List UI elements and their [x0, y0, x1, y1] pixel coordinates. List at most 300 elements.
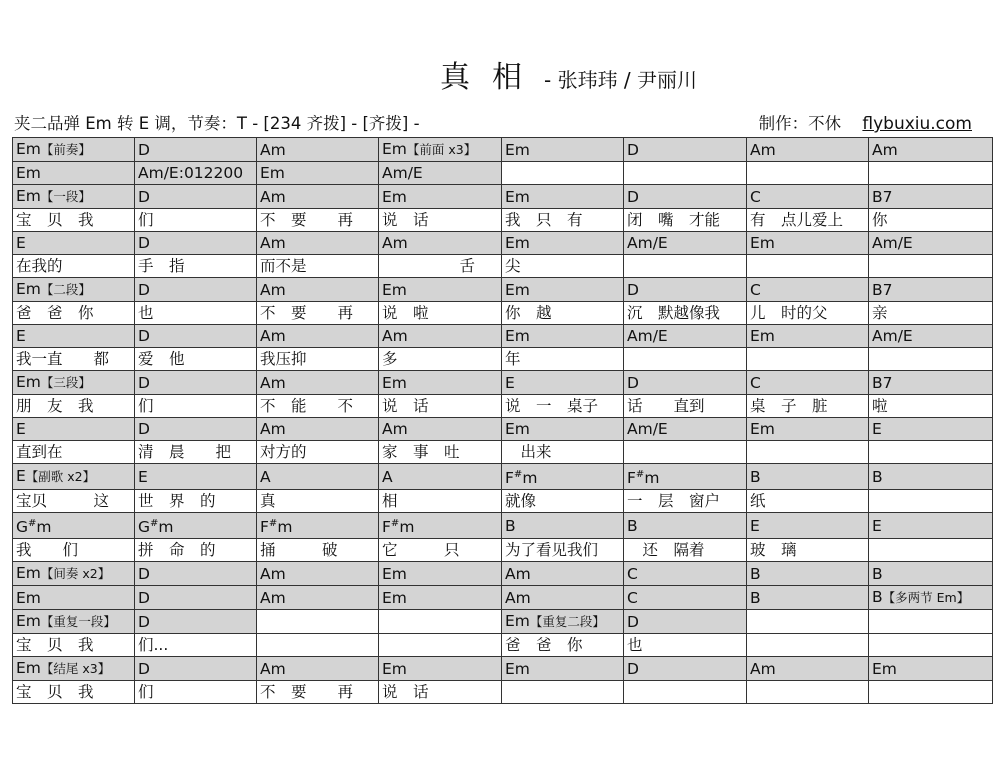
chord-cell	[257, 185, 379, 209]
chord-name: D	[627, 612, 639, 631]
chord-name: Am	[260, 280, 286, 299]
chord-name: B7	[872, 280, 893, 299]
chord-name: Em	[505, 612, 530, 631]
lyric-cell	[869, 681, 993, 704]
chord-name: E	[872, 420, 882, 438]
chord-row	[13, 371, 993, 395]
lyric-cell	[13, 441, 135, 464]
chord-cell	[869, 325, 993, 348]
lyric-cell	[624, 490, 747, 513]
chord-name: Em	[505, 420, 530, 438]
chord-name: Am	[260, 420, 286, 438]
chord-cell	[624, 162, 747, 185]
lyric-cell	[257, 634, 379, 657]
lyric-text: 为了看见我们	[505, 541, 599, 560]
chord-name: Em	[16, 588, 41, 607]
chord-cell	[624, 464, 747, 490]
lyric-text: 们	[138, 683, 154, 702]
lyric-row	[13, 255, 993, 278]
chord-name: Em	[505, 280, 530, 299]
chord-name: Em	[16, 659, 41, 678]
lyric-text: 宝 贝 我	[16, 211, 94, 229]
chord-name: D	[627, 659, 639, 678]
chord-name: Em	[382, 140, 407, 158]
chord-name: Em	[382, 373, 407, 392]
chord-name: Em	[382, 588, 407, 607]
chord-name: D	[627, 373, 639, 392]
chord-name: G#m	[16, 518, 52, 537]
chord-cell	[379, 371, 502, 395]
lyric-text: 话 直到	[627, 397, 705, 415]
chord-cell	[747, 513, 869, 539]
chord-name: Em	[16, 280, 41, 298]
chord-cell	[135, 162, 257, 185]
section-label: 【副歌 x2】	[25, 469, 96, 485]
lyric-cell	[13, 209, 135, 232]
chord-name: Em	[505, 140, 530, 159]
chord-cell	[135, 325, 257, 348]
lyric-cell	[502, 441, 624, 464]
chord-cell	[379, 464, 502, 490]
lyric-cell	[257, 681, 379, 704]
chord-cell	[624, 562, 747, 586]
lyric-text: 啦	[872, 397, 888, 415]
chord-row	[13, 513, 993, 539]
chord-name: C	[750, 187, 761, 206]
lyric-text: 你 越	[505, 304, 552, 322]
chord-name: Am	[505, 564, 531, 583]
song-title-main: 真相	[440, 60, 544, 95]
lyric-text: 宝 贝 我	[16, 636, 94, 655]
chord-cell	[13, 657, 135, 681]
lyric-cell	[257, 348, 379, 371]
section-label: 【多两节 Em】	[882, 590, 970, 606]
chord-name: Am	[260, 140, 286, 159]
chord-name: D	[138, 234, 150, 252]
lyric-text: 手 指	[138, 257, 185, 275]
chord-name: Am/E	[872, 327, 913, 345]
chord-name: F#m	[260, 518, 293, 537]
lyric-text: 闭 嘴 才能	[627, 211, 721, 229]
chord-name: C	[627, 588, 638, 607]
lyric-text: 就像	[505, 492, 537, 511]
chord-name: D	[138, 612, 150, 631]
chord-name: E	[16, 420, 26, 438]
lyric-text: 儿 时的父	[750, 304, 828, 322]
chord-cell	[502, 586, 624, 610]
lyric-row	[13, 539, 993, 562]
lyric-cell	[379, 255, 502, 278]
chord-cell	[135, 185, 257, 209]
chord-name: D	[138, 420, 150, 438]
lyric-text: 爱 他	[138, 350, 185, 368]
chord-name: Am	[260, 588, 286, 607]
chord-cell	[747, 278, 869, 302]
chord-cell	[624, 610, 747, 634]
chord-name: Am	[260, 373, 286, 392]
chord-cell	[13, 278, 135, 302]
lyric-cell	[379, 539, 502, 562]
chord-cell	[747, 562, 869, 586]
lyric-cell	[257, 209, 379, 232]
chord-name: D	[138, 327, 150, 345]
chord-cell	[257, 232, 379, 255]
chord-cell	[502, 610, 624, 634]
chord-name: Em	[260, 164, 285, 182]
chord-row	[13, 657, 993, 681]
lyric-cell	[624, 539, 747, 562]
chord-cell	[502, 138, 624, 162]
chord-cell	[257, 162, 379, 185]
lyric-text: 真	[260, 492, 276, 511]
chord-name: D	[138, 140, 150, 159]
chord-name: Em	[505, 234, 530, 252]
lyric-text: 们	[138, 397, 154, 415]
lyric-text: 们	[138, 211, 154, 229]
chord-name: E	[16, 327, 26, 345]
chord-cell	[869, 657, 993, 681]
lyric-cell	[502, 209, 624, 232]
chord-name: B	[872, 588, 883, 607]
lyric-text: 直到在	[16, 443, 63, 461]
chord-row	[13, 325, 993, 348]
lyric-cell	[502, 681, 624, 704]
chord-cell	[135, 418, 257, 441]
lyric-text: 年	[505, 350, 521, 368]
chord-name: Am	[750, 659, 776, 678]
chord-cell	[869, 185, 993, 209]
lyric-text: 尖	[505, 257, 521, 275]
chord-row	[13, 185, 993, 209]
chord-cell	[13, 513, 135, 539]
chord-name: Em	[16, 140, 41, 158]
chord-name: Am	[260, 187, 286, 206]
chord-cell	[624, 418, 747, 441]
chord-cell	[502, 418, 624, 441]
lyric-row	[13, 681, 993, 704]
lyric-text: 纸	[750, 492, 766, 511]
lyric-cell	[869, 539, 993, 562]
section-label: 【二段】	[40, 282, 91, 297]
chord-name: Em	[505, 327, 530, 345]
chord-name: Em	[872, 659, 897, 678]
lyric-cell	[747, 395, 869, 418]
lyric-cell	[135, 634, 257, 657]
chord-cell	[502, 657, 624, 681]
lyric-cell	[379, 302, 502, 325]
chord-cell	[747, 657, 869, 681]
section-label: 【结尾 x3】	[40, 661, 111, 677]
chord-row	[13, 418, 993, 441]
chord-name: D	[627, 280, 639, 299]
lyric-cell	[135, 302, 257, 325]
lyric-cell	[379, 634, 502, 657]
chord-cell	[747, 586, 869, 610]
chord-cell	[747, 232, 869, 255]
chord-cell	[869, 418, 993, 441]
lyric-cell	[135, 348, 257, 371]
lyric-text: 还 隔着	[627, 541, 705, 560]
chord-name: Am	[260, 234, 286, 252]
lyric-cell	[624, 209, 747, 232]
chord-cell	[747, 610, 869, 634]
chord-name: G#m	[138, 518, 174, 537]
lyric-text: 桌 子 脏	[750, 397, 828, 415]
chord-cell	[379, 586, 502, 610]
chord-name: D	[138, 564, 150, 583]
lyric-cell	[13, 395, 135, 418]
lyric-cell	[135, 255, 257, 278]
lyric-cell	[869, 348, 993, 371]
lyric-text: 不 要 再	[260, 683, 354, 702]
lyric-text: 玻 璃	[750, 541, 797, 560]
chord-cell	[502, 371, 624, 395]
lyric-text: 在我的	[16, 257, 63, 275]
chord-name: Am	[382, 420, 408, 438]
chord-name: Am/E	[627, 234, 668, 252]
chord-cell	[135, 586, 257, 610]
lyric-text: 拼 命 的	[138, 541, 216, 560]
lyric-cell	[747, 302, 869, 325]
lyric-text: 舌	[382, 257, 476, 275]
chord-name: Am/E:012200	[138, 164, 244, 182]
lyric-cell	[379, 441, 502, 464]
section-label: 【重复二段】	[529, 614, 605, 630]
chord-name: B	[750, 467, 761, 486]
lyric-text: 我 只 有	[505, 211, 583, 229]
lyric-row	[13, 395, 993, 418]
chord-cell	[869, 586, 993, 610]
chord-cell	[135, 371, 257, 395]
lyric-text: 说 一 桌子	[505, 397, 599, 415]
chord-name: B	[750, 564, 761, 583]
lyric-cell	[135, 209, 257, 232]
lyric-cell	[257, 539, 379, 562]
lyric-cell	[257, 395, 379, 418]
chord-name: B	[872, 467, 883, 486]
lyric-text: 家 事 吐	[382, 443, 460, 461]
lyric-cell	[869, 634, 993, 657]
chord-cell	[379, 162, 502, 185]
chord-cell	[13, 232, 135, 255]
lyric-text: 我一直 都	[16, 350, 110, 368]
lyric-text: 说 话	[382, 683, 429, 702]
lyric-text: 朋 友 我	[16, 397, 94, 415]
lyric-text: 说 话	[382, 211, 429, 229]
chord-cell	[13, 586, 135, 610]
lyric-row	[13, 441, 993, 464]
chord-cell	[379, 562, 502, 586]
chord-name: F#m	[505, 469, 538, 488]
site-link[interactable]: flybuxiu.com	[862, 114, 972, 134]
chord-cell	[13, 418, 135, 441]
lyric-cell	[624, 302, 747, 325]
lyric-cell	[869, 395, 993, 418]
lyric-cell	[502, 302, 624, 325]
lyric-text: 相	[382, 492, 398, 511]
chord-cell	[13, 371, 135, 395]
lyric-cell	[747, 255, 869, 278]
lyric-text: 爸 爸 你	[505, 636, 583, 655]
chord-name: B7	[872, 373, 893, 392]
chord-cell	[502, 325, 624, 348]
chord-name: D	[627, 187, 639, 206]
chord-cell	[869, 610, 993, 634]
chord-name: Em	[16, 612, 41, 631]
lyric-cell	[624, 348, 747, 371]
lyric-text: 一 层 窗户	[627, 492, 721, 511]
chord-name: Am/E	[872, 234, 913, 252]
chord-cell	[13, 185, 135, 209]
lyric-text: 多	[382, 350, 398, 368]
chord-name: A	[260, 467, 271, 486]
chord-cell	[869, 464, 993, 490]
chord-name: Em	[750, 234, 775, 252]
chord-name: B	[627, 516, 638, 535]
chord-cell	[869, 232, 993, 255]
chord-cell	[624, 278, 747, 302]
lyric-text: 不 要 再	[260, 304, 354, 322]
chord-cell	[257, 513, 379, 539]
lyric-text: 世 界 的	[138, 492, 216, 511]
lyric-cell	[624, 255, 747, 278]
lyric-cell	[257, 490, 379, 513]
chord-cell	[502, 464, 624, 490]
chord-row	[13, 138, 993, 162]
chord-name: B	[505, 516, 516, 535]
chord-row	[13, 586, 993, 610]
chord-cell	[379, 185, 502, 209]
chord-cell	[379, 610, 502, 634]
chord-name: C	[627, 564, 638, 583]
chord-cell	[13, 162, 135, 185]
chord-name: D	[138, 588, 150, 607]
lyric-text: 沉 默越像我	[627, 304, 721, 322]
chord-cell	[257, 562, 379, 586]
lyric-row	[13, 348, 993, 371]
lyric-cell	[13, 634, 135, 657]
chord-name: B	[872, 564, 883, 583]
chord-cell	[747, 162, 869, 185]
lyric-cell	[624, 395, 747, 418]
lyric-cell	[135, 441, 257, 464]
chord-cell	[869, 278, 993, 302]
lyric-text: 宝 贝 我	[16, 683, 94, 702]
chord-cell	[747, 138, 869, 162]
lyric-row	[13, 209, 993, 232]
section-label: 【三段】	[40, 375, 91, 390]
lyric-text: 它 只	[382, 541, 460, 560]
chord-cell	[135, 562, 257, 586]
lyric-cell	[13, 302, 135, 325]
lyric-text: 也	[138, 304, 154, 322]
chord-cell	[135, 464, 257, 490]
chord-name: Am/E	[382, 164, 423, 182]
chord-cell	[379, 418, 502, 441]
lyric-cell	[624, 634, 747, 657]
lyric-cell	[624, 681, 747, 704]
chord-sheet-table	[12, 137, 993, 704]
chord-cell	[747, 418, 869, 441]
chord-name: E	[138, 467, 148, 486]
lyric-cell	[379, 681, 502, 704]
chord-name: F#m	[382, 518, 415, 537]
chord-name: C	[750, 373, 761, 392]
lyric-cell	[869, 255, 993, 278]
chord-cell	[747, 371, 869, 395]
lyric-text: 而不是	[260, 257, 307, 275]
chord-name: Em	[505, 659, 530, 678]
credit-line	[759, 110, 972, 134]
lyric-cell	[747, 681, 869, 704]
chord-cell	[379, 325, 502, 348]
chord-name: Am/E	[627, 420, 668, 438]
lyric-text: 宝贝 这	[16, 492, 110, 511]
chord-cell	[135, 657, 257, 681]
lyric-text: 我压抑	[260, 350, 307, 368]
chord-cell	[379, 278, 502, 302]
lyric-cell	[13, 681, 135, 704]
chord-name: E	[16, 467, 26, 486]
lyric-text: 说 话	[382, 397, 429, 415]
chord-name: Em	[382, 659, 407, 678]
chord-cell	[624, 325, 747, 348]
lyric-cell	[257, 255, 379, 278]
chord-cell	[747, 325, 869, 348]
section-label: 【前奏】	[40, 142, 91, 157]
lyric-text: 我 们	[16, 541, 79, 560]
chord-cell	[747, 464, 869, 490]
chord-name: Am/E	[627, 327, 668, 345]
chord-name: Am	[260, 564, 286, 583]
chord-name: E	[505, 373, 515, 392]
lyric-cell	[135, 395, 257, 418]
lyric-cell	[13, 348, 135, 371]
lyric-cell	[502, 395, 624, 418]
chord-name: Am	[505, 588, 531, 607]
chord-cell	[13, 562, 135, 586]
lyric-cell	[502, 634, 624, 657]
lyric-cell	[379, 209, 502, 232]
lyric-text: 们...	[138, 636, 169, 655]
chord-cell	[135, 138, 257, 162]
lyric-cell	[13, 255, 135, 278]
chord-cell	[624, 513, 747, 539]
chord-row	[13, 562, 993, 586]
chord-name: Am	[750, 140, 776, 159]
chord-row	[13, 278, 993, 302]
chord-cell	[624, 657, 747, 681]
chord-name: F#m	[627, 469, 660, 488]
chord-name: Am	[260, 327, 286, 345]
chord-cell	[379, 138, 502, 162]
chord-cell	[869, 513, 993, 539]
chord-name: D	[627, 140, 639, 159]
chord-name: A	[382, 467, 393, 486]
chord-cell	[869, 562, 993, 586]
chord-cell	[257, 610, 379, 634]
lyric-text: 捅 破	[260, 541, 338, 560]
chord-cell	[257, 138, 379, 162]
lyric-text: 清 晨 把	[138, 443, 232, 461]
lyric-text: 有 点儿爱上	[750, 211, 844, 229]
chord-name: Em	[16, 164, 41, 182]
lyric-text: 不 要 再	[260, 211, 354, 229]
chord-cell	[135, 513, 257, 539]
lyric-cell	[869, 302, 993, 325]
chord-name: B	[750, 588, 761, 607]
chord-cell	[13, 325, 135, 348]
